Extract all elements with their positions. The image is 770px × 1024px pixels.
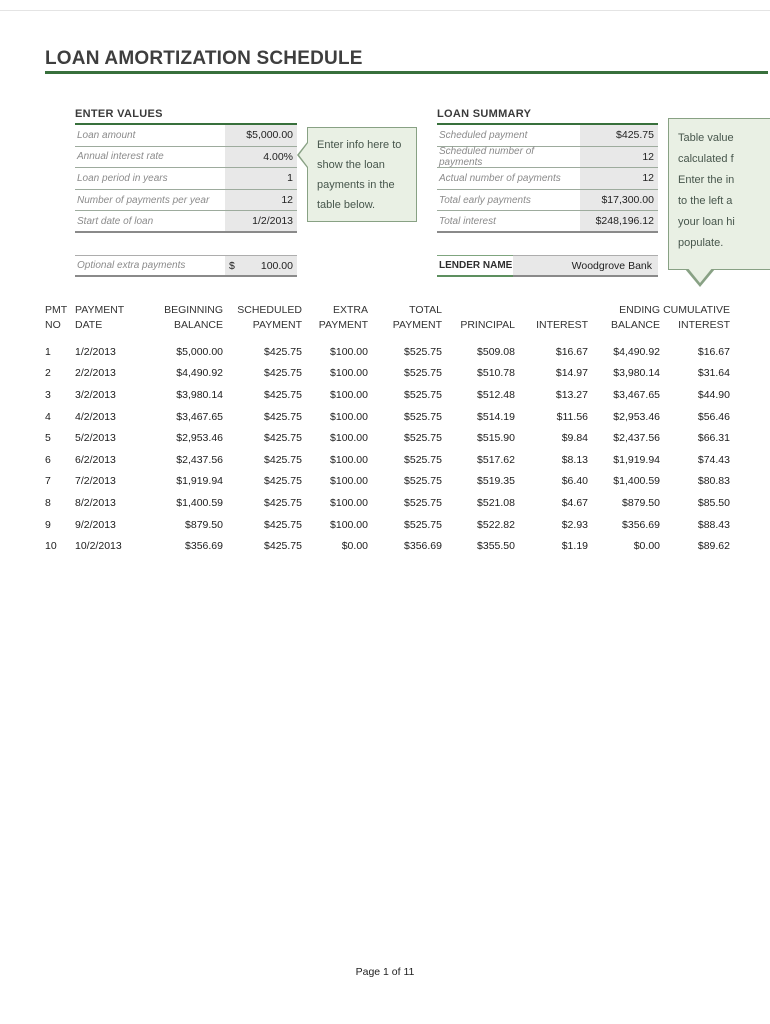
cell-principal: $355.50 bbox=[477, 540, 515, 553]
col-header-pmt-no: PMT NO bbox=[45, 304, 68, 331]
cell-cumulative-interest: $31.64 bbox=[697, 367, 730, 380]
cell-beginning-balance: $3,467.65 bbox=[176, 410, 223, 423]
cell-total-payment: $525.75 bbox=[404, 410, 442, 423]
cell-total-payment: $525.75 bbox=[404, 367, 442, 380]
enter-values-row bbox=[75, 147, 297, 169]
total-interest-label: Total interest bbox=[437, 211, 580, 231]
cell-interest: $8.13 bbox=[561, 453, 588, 466]
cell-total-payment: $525.75 bbox=[404, 345, 442, 358]
lender-name-label: LENDER NAME bbox=[437, 255, 513, 277]
cell-extra-payment: $0.00 bbox=[341, 540, 368, 553]
cell-principal: $510.78 bbox=[477, 367, 515, 380]
cell-beginning-balance: $1,400.59 bbox=[176, 496, 223, 509]
payments-per-year-label: Number of payments per year bbox=[75, 190, 225, 211]
col-header-total-payment: TOTAL PAYMENT bbox=[392, 304, 442, 331]
cell-interest: $11.56 bbox=[556, 410, 588, 423]
scheduled-payments-count-value: 12 bbox=[580, 147, 658, 168]
cell-payment-date: 4/2/2013 bbox=[75, 410, 116, 423]
cell-extra-payment: $100.00 bbox=[330, 453, 368, 466]
cell-pmt-no: 5 bbox=[45, 432, 51, 445]
cell-scheduled-payment: $425.75 bbox=[264, 540, 302, 553]
table-row bbox=[45, 492, 735, 514]
cell-scheduled-payment: $425.75 bbox=[264, 432, 302, 445]
start-date-field[interactable]: 1/2/2013 bbox=[225, 211, 297, 231]
cell-payment-date: 7/2/2013 bbox=[75, 475, 116, 488]
cell-cumulative-interest: $44.90 bbox=[697, 388, 730, 401]
cell-total-payment: $525.75 bbox=[404, 453, 442, 466]
lender-name-field[interactable]: Woodgrove Bank bbox=[513, 256, 658, 275]
col-header-interest: INTEREST bbox=[536, 318, 588, 331]
cell-payment-date: 2/2/2013 bbox=[75, 367, 116, 380]
cell-beginning-balance: $2,437.56 bbox=[176, 453, 223, 466]
cell-interest: $14.97 bbox=[555, 367, 588, 380]
cell-payment-date: 3/2/2013 bbox=[75, 388, 116, 401]
table-row bbox=[45, 514, 735, 536]
table-row bbox=[45, 363, 735, 385]
page-title: LOAN AMORTIZATION SCHEDULE bbox=[45, 48, 363, 69]
amortization-table bbox=[45, 303, 735, 557]
cell-payment-date: 1/2/2013 bbox=[75, 345, 116, 358]
currency-symbol: $ bbox=[229, 259, 235, 272]
cell-total-payment: $525.75 bbox=[404, 432, 442, 445]
cell-ending-balance: $1,400.59 bbox=[613, 475, 660, 488]
cell-payment-date: 9/2/2013 bbox=[75, 518, 116, 531]
cell-ending-balance: $2,437.56 bbox=[613, 432, 660, 445]
total-interest-value: $248,196.12 bbox=[580, 211, 658, 231]
cell-total-payment: $525.75 bbox=[404, 475, 442, 488]
loan-summary-heading: LOAN SUMMARY bbox=[437, 108, 532, 120]
cell-cumulative-interest: $56.46 bbox=[697, 410, 730, 423]
cell-interest: $9.84 bbox=[561, 432, 588, 445]
cell-ending-balance: $0.00 bbox=[633, 540, 660, 553]
page-number: Page 1 of 11 bbox=[355, 966, 415, 978]
enter-values-row bbox=[75, 211, 297, 233]
cell-ending-balance: $3,467.65 bbox=[613, 388, 660, 401]
cell-scheduled-payment: $425.75 bbox=[264, 388, 302, 401]
cell-beginning-balance: $5,000.00 bbox=[176, 345, 223, 358]
total-early-payments-label: Total early payments bbox=[437, 190, 580, 211]
loan-summary-row bbox=[437, 211, 658, 233]
cell-cumulative-interest: $88.43 bbox=[697, 518, 730, 531]
col-header-beginning-balance: BEGINNING BALANCE bbox=[164, 304, 223, 331]
start-date-label: Start date of loan bbox=[75, 211, 225, 231]
table-row bbox=[45, 471, 735, 493]
cell-cumulative-interest: $85.50 bbox=[697, 496, 730, 509]
enter-values-heading: ENTER VALUES bbox=[75, 108, 163, 120]
cell-principal: $509.08 bbox=[477, 345, 515, 358]
cell-principal: $519.35 bbox=[477, 475, 515, 488]
cell-beginning-balance: $1,919.94 bbox=[176, 475, 223, 488]
cell-extra-payment: $100.00 bbox=[330, 345, 368, 358]
extra-payments-label: Optional extra payments bbox=[75, 256, 225, 275]
callout-text-line: Enter the in bbox=[678, 174, 735, 186]
callout-text-line: show the loan bbox=[317, 159, 385, 171]
cell-payment-date: 8/2/2013 bbox=[75, 496, 116, 509]
col-header-principal: PRINCIPAL bbox=[460, 318, 515, 331]
loan-summary-row bbox=[437, 190, 658, 212]
cell-beginning-balance: $879.50 bbox=[185, 518, 223, 531]
cell-principal: $514.19 bbox=[477, 410, 515, 423]
cell-pmt-no: 2 bbox=[45, 367, 51, 380]
enter-values-row bbox=[75, 125, 297, 147]
cell-scheduled-payment: $425.75 bbox=[264, 518, 302, 531]
cell-pmt-no: 1 bbox=[45, 345, 51, 358]
loan-period-field[interactable]: 1 bbox=[225, 168, 297, 189]
cell-interest: $1.19 bbox=[561, 540, 588, 553]
cell-scheduled-payment: $425.75 bbox=[264, 496, 302, 509]
col-header-payment-date: PAYMENT DATE bbox=[75, 304, 125, 331]
cell-pmt-no: 4 bbox=[45, 410, 51, 423]
cell-extra-payment: $100.00 bbox=[330, 388, 368, 401]
enter-values-callout bbox=[307, 127, 417, 222]
cell-cumulative-interest: $89.62 bbox=[697, 540, 730, 553]
cell-extra-payment: $100.00 bbox=[330, 518, 368, 531]
cell-total-payment: $525.75 bbox=[404, 518, 442, 531]
cell-beginning-balance: $4,490.92 bbox=[176, 367, 223, 380]
cell-interest: $16.67 bbox=[555, 345, 588, 358]
callout-text-line: to the left a bbox=[678, 195, 733, 207]
cell-pmt-no: 9 bbox=[45, 518, 51, 531]
table-row bbox=[45, 384, 735, 406]
cell-interest: $13.27 bbox=[555, 388, 588, 401]
cell-ending-balance: $1,919.94 bbox=[613, 453, 660, 466]
cell-scheduled-payment: $425.75 bbox=[264, 475, 302, 488]
actual-payments-count-label: Actual number of payments bbox=[437, 168, 580, 189]
cell-cumulative-interest: $80.83 bbox=[697, 475, 730, 488]
scheduled-payment-label: Scheduled payment bbox=[437, 125, 580, 146]
callout-text-line: table below. bbox=[317, 199, 376, 211]
cell-beginning-balance: $2,953.46 bbox=[176, 432, 223, 445]
cell-principal: $512.48 bbox=[477, 388, 515, 401]
cell-cumulative-interest: $74.43 bbox=[697, 453, 730, 466]
cell-total-payment: $356.69 bbox=[404, 540, 442, 553]
cell-total-payment: $525.75 bbox=[404, 388, 442, 401]
cell-ending-balance: $2,953.46 bbox=[613, 410, 660, 423]
amortization-table-header bbox=[45, 303, 735, 332]
cell-extra-payment: $100.00 bbox=[330, 410, 368, 423]
cell-beginning-balance: $3,980.14 bbox=[176, 388, 223, 401]
cell-cumulative-interest: $66.31 bbox=[697, 432, 730, 445]
loan-amount-field[interactable]: $5,000.00 bbox=[225, 125, 297, 146]
scheduled-payments-count-label: Scheduled number of payments bbox=[437, 147, 580, 168]
scheduled-payment-value: $425.75 bbox=[580, 125, 658, 146]
cell-interest: $4.67 bbox=[561, 496, 588, 509]
cell-interest: $2.93 bbox=[561, 518, 588, 531]
cell-extra-payment: $100.00 bbox=[330, 475, 368, 488]
cell-principal: $522.82 bbox=[477, 518, 515, 531]
cell-extra-payment: $100.00 bbox=[330, 496, 368, 509]
cell-scheduled-payment: $425.75 bbox=[264, 367, 302, 380]
cell-principal: $515.90 bbox=[477, 432, 515, 445]
cell-payment-date: 5/2/2013 bbox=[75, 432, 116, 445]
loan-summary-callout bbox=[668, 118, 770, 270]
col-header-extra-payment: EXTRA PAYMENT bbox=[318, 304, 368, 331]
table-row bbox=[45, 406, 735, 428]
callout-text-line: populate. bbox=[678, 237, 724, 249]
payments-per-year-field[interactable]: 12 bbox=[225, 190, 297, 211]
cell-principal: $517.62 bbox=[477, 453, 515, 466]
cell-interest: $6.40 bbox=[561, 475, 588, 488]
cell-pmt-no: 8 bbox=[45, 496, 51, 509]
cell-scheduled-payment: $425.75 bbox=[264, 345, 302, 358]
enter-values-row bbox=[75, 190, 297, 212]
cell-scheduled-payment: $425.75 bbox=[264, 410, 302, 423]
col-header-scheduled-payment: SCHEDULED PAYMENT bbox=[237, 304, 302, 331]
enter-values-panel bbox=[75, 108, 297, 233]
title-underline bbox=[45, 71, 768, 74]
callout-text-line: payments in the bbox=[317, 179, 395, 191]
callout-text-line: Enter info here to bbox=[317, 139, 402, 151]
loan-summary-panel bbox=[437, 108, 658, 233]
cell-pmt-no: 7 bbox=[45, 475, 51, 488]
callout-text-line: Table value bbox=[678, 132, 734, 144]
cell-ending-balance: $3,980.14 bbox=[613, 367, 660, 380]
interest-rate-label: Annual interest rate bbox=[75, 147, 225, 168]
cell-beginning-balance: $356.69 bbox=[185, 540, 223, 553]
cell-pmt-no: 3 bbox=[45, 388, 51, 401]
lender-name-row bbox=[437, 255, 658, 277]
table-row bbox=[45, 341, 735, 363]
extra-payments-row bbox=[75, 255, 297, 277]
loan-summary-row bbox=[437, 168, 658, 190]
cell-payment-date: 10/2/2013 bbox=[75, 540, 122, 553]
extra-payments-field[interactable] bbox=[225, 256, 297, 275]
enter-values-row bbox=[75, 168, 297, 190]
loan-period-label: Loan period in years bbox=[75, 168, 225, 189]
cell-cumulative-interest: $16.67 bbox=[697, 345, 730, 358]
table-row bbox=[45, 449, 735, 471]
cell-ending-balance: $879.50 bbox=[622, 496, 660, 509]
table-row bbox=[45, 427, 735, 449]
total-early-payments-value: $17,300.00 bbox=[580, 190, 658, 211]
cell-total-payment: $525.75 bbox=[404, 496, 442, 509]
cell-ending-balance: $356.69 bbox=[622, 518, 660, 531]
actual-payments-count-value: 12 bbox=[580, 168, 658, 189]
cell-ending-balance: $4,490.92 bbox=[613, 345, 660, 358]
cell-extra-payment: $100.00 bbox=[330, 432, 368, 445]
cell-pmt-no: 6 bbox=[45, 453, 51, 466]
cell-scheduled-payment: $425.75 bbox=[264, 453, 302, 466]
interest-rate-field[interactable]: 4.00% bbox=[225, 147, 297, 168]
cell-payment-date: 6/2/2013 bbox=[75, 453, 116, 466]
loan-summary-row bbox=[437, 125, 658, 147]
loan-amount-label: Loan amount bbox=[75, 125, 225, 146]
page-top-divider bbox=[0, 10, 770, 11]
table-row bbox=[45, 535, 735, 557]
callout-text-line: your loan hi bbox=[678, 216, 735, 228]
cell-pmt-no: 10 bbox=[45, 540, 57, 553]
col-header-cumulative-interest: CUMULATIVE INTEREST bbox=[663, 304, 730, 331]
callout-text-line: calculated f bbox=[678, 153, 734, 165]
loan-summary-row bbox=[437, 147, 658, 169]
cell-principal: $521.08 bbox=[477, 496, 515, 509]
col-header-ending-balance: ENDING BALANCE bbox=[610, 304, 660, 331]
extra-payments-amount: 100.00 bbox=[260, 259, 293, 272]
cell-extra-payment: $100.00 bbox=[330, 367, 368, 380]
